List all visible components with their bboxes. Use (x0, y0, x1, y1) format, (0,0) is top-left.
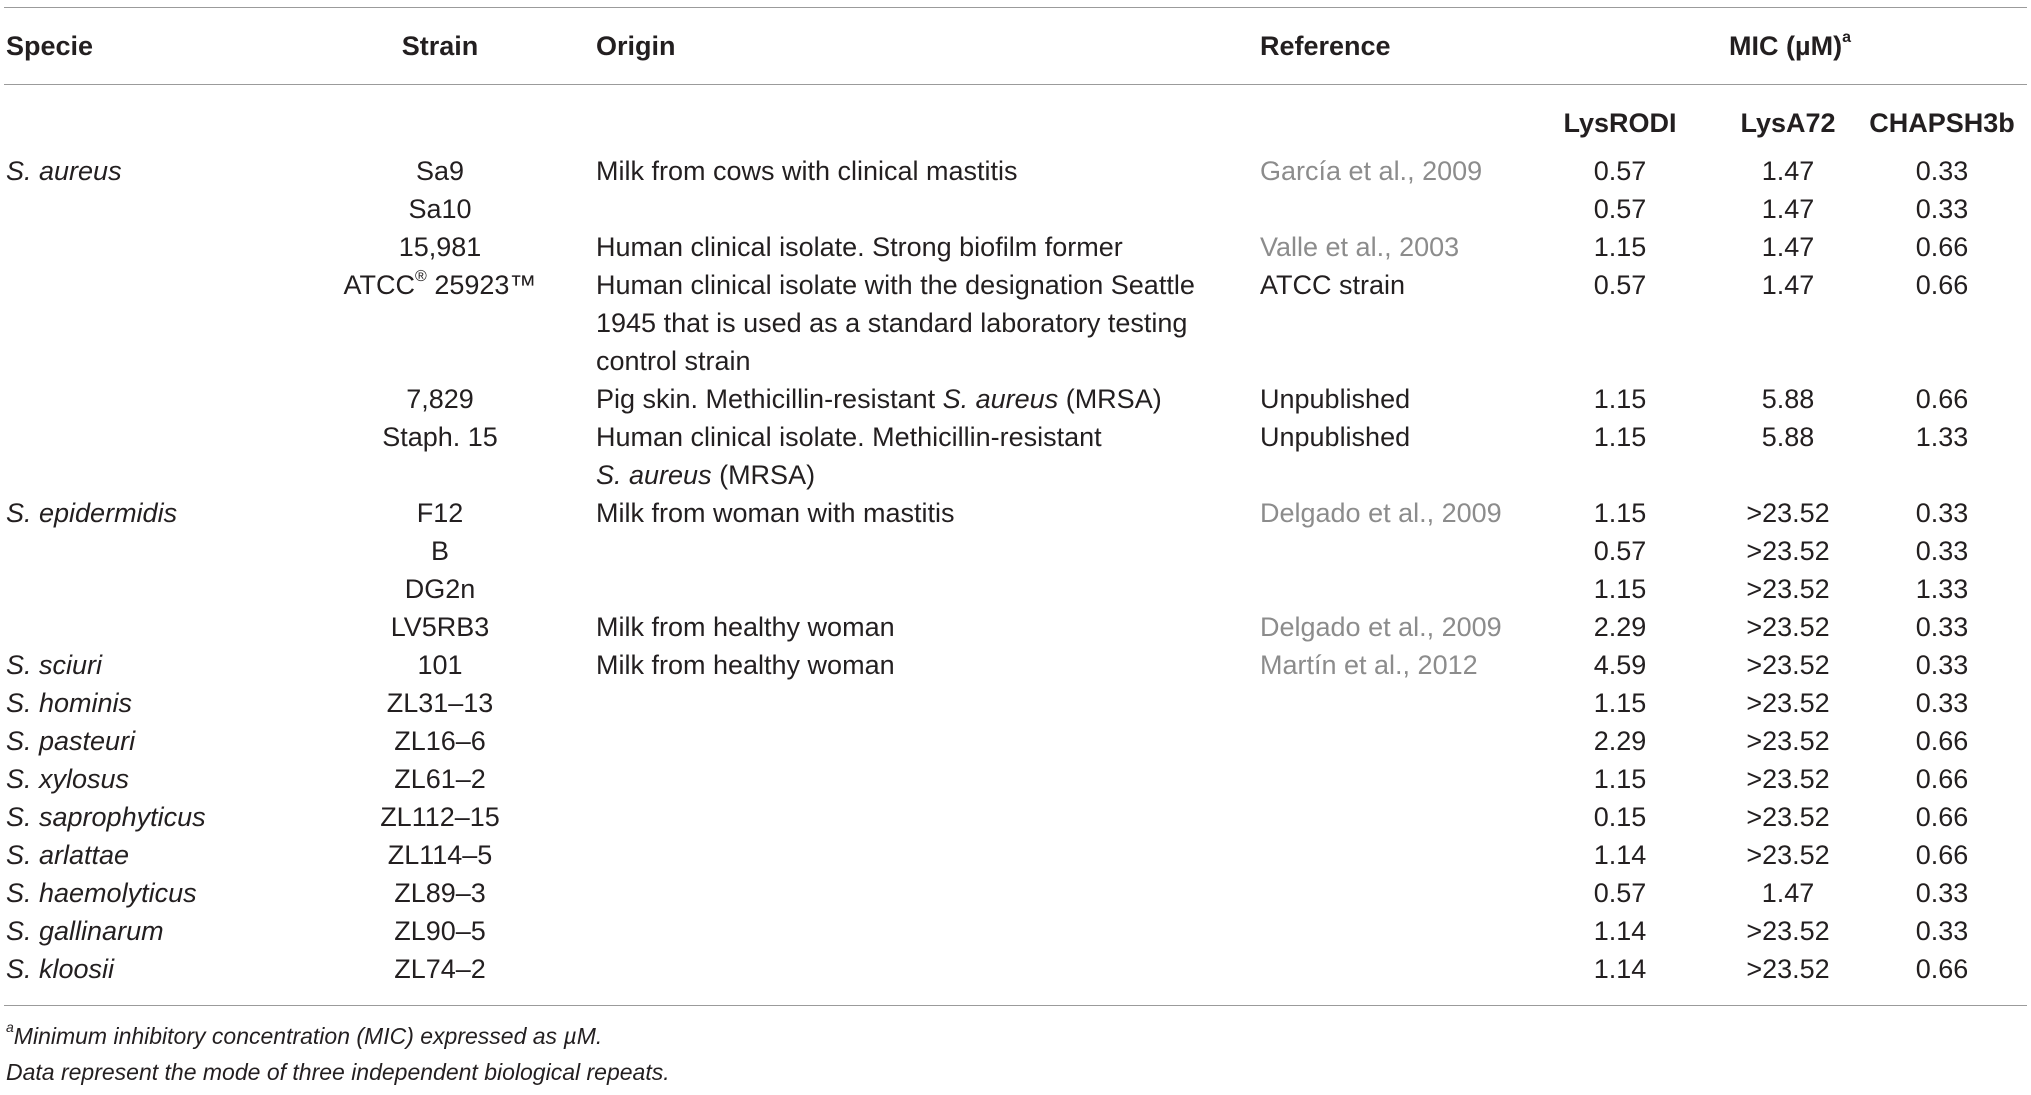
row-origin: Milk from healthy woman (596, 612, 895, 642)
row-strain-name: ATCC (343, 270, 416, 300)
row-origin-line (596, 456, 815, 494)
header-chapsh3b: CHAPSH3b (1869, 108, 2015, 138)
row-strain: ZL112–15 (380, 802, 500, 832)
row-origin-species: S. aureus (596, 460, 712, 490)
row-lysrodi: 1.15 (1593, 422, 1647, 452)
row-origin-text: Pig skin. Methicillin-resistant (596, 384, 943, 414)
row-strain: ZL90–5 (394, 916, 486, 946)
row-species: S. sciuri (6, 650, 103, 680)
row-lysa72: >23.52 (1746, 916, 1830, 946)
row-species: S. pasteuri (6, 726, 136, 756)
row-lysa72: >23.52 (1746, 726, 1830, 756)
row-species: S. aureus (6, 156, 122, 186)
row-origin: Human clinical isolate. Strong biofilm former (596, 232, 1123, 262)
table-bottom-rule (4, 1005, 2027, 1006)
row-reference-link[interactable]: García et al., 2009 (1260, 156, 1483, 186)
row-species: S. saprophyticus (6, 802, 206, 832)
footnote-mic (6, 1020, 602, 1052)
row-chapsh3b: 0.33 (1915, 612, 1969, 642)
header-lysrodi: LysRODI (1563, 108, 1677, 138)
row-strain: 7,829 (406, 384, 474, 414)
row-chapsh3b: 0.33 (1915, 156, 1969, 186)
row-strain-number: 25923™ (426, 270, 537, 300)
row-chapsh3b: 0.33 (1915, 916, 1969, 946)
footnote-mark: a (6, 1019, 14, 1036)
row-lysrodi: 0.57 (1593, 536, 1647, 566)
row-lysa72: >23.52 (1746, 536, 1830, 566)
row-strain: ZL74–2 (394, 954, 486, 984)
row-strain: ZL114–5 (387, 840, 493, 870)
row-chapsh3b: 0.33 (1915, 878, 1969, 908)
row-lysa72: 1.47 (1761, 232, 1815, 262)
header-mic-footnote-mark: a (1842, 29, 1851, 46)
row-lysa72: 5.88 (1761, 384, 1815, 414)
row-species: S. kloosii (6, 954, 115, 984)
row-origin-species: S. aureus (942, 384, 1059, 414)
row-strain: Sa9 (415, 156, 465, 186)
row-chapsh3b: 1.33 (1915, 422, 1969, 452)
row-chapsh3b: 0.66 (1915, 384, 1969, 414)
row-lysrodi: 0.57 (1593, 156, 1647, 186)
row-lysa72: >23.52 (1746, 688, 1830, 718)
row-lysrodi: 0.57 (1593, 194, 1647, 224)
row-strain: 15,981 (398, 232, 482, 262)
header-species: Specie (6, 31, 94, 61)
footnote-mic-text: Minimum inhibitory concentration (MIC) expressed as µM. (13, 1023, 603, 1049)
header-mic (1690, 27, 1890, 65)
row-lysa72: 5.88 (1761, 422, 1815, 452)
row-origin (596, 380, 1162, 418)
row-strain: 101 (417, 650, 463, 680)
row-lysrodi: 1.15 (1593, 498, 1647, 528)
table-top-rule (4, 7, 2027, 8)
row-lysa72: 1.47 (1761, 156, 1815, 186)
row-reference: ATCC strain (1260, 270, 1406, 300)
row-chapsh3b: 0.66 (1915, 232, 1969, 262)
registered-mark: ® (415, 268, 427, 285)
row-strain: Staph. 15 (382, 422, 498, 452)
row-strain: ZL31–13 (386, 688, 494, 718)
row-origin: Milk from cows with clinical mastitis (596, 156, 1018, 186)
header-reference: Reference (1260, 31, 1391, 61)
row-chapsh3b: 0.33 (1915, 498, 1969, 528)
row-chapsh3b: 0.66 (1915, 270, 1969, 300)
row-lysrodi: 0.57 (1593, 270, 1647, 300)
row-reference-link[interactable]: Delgado et al., 2009 (1260, 498, 1502, 528)
row-reference-link[interactable]: Martín et al., 2012 (1260, 650, 1478, 680)
row-species: S. xylosus (6, 764, 130, 794)
row-species: S. hominis (6, 688, 133, 718)
row-strain (318, 266, 562, 304)
row-chapsh3b: 0.66 (1915, 840, 1969, 870)
row-strain: ZL89–3 (394, 878, 486, 908)
row-chapsh3b: 0.33 (1915, 194, 1969, 224)
row-reference: Unpublished (1260, 384, 1411, 414)
row-lysrodi: 1.15 (1593, 384, 1647, 414)
header-mic-label: MIC (µM) (1729, 31, 1843, 61)
row-chapsh3b: 0.66 (1915, 802, 1969, 832)
row-strain: ZL61–2 (394, 764, 486, 794)
row-strain: DG2n (404, 574, 476, 604)
row-origin-line: Human clinical isolate with the designation Seattle (596, 270, 1195, 300)
row-reference-link[interactable]: Valle et al., 2003 (1260, 232, 1460, 262)
row-lysa72: 1.47 (1761, 194, 1815, 224)
row-lysa72: >23.52 (1746, 650, 1830, 680)
row-chapsh3b: 0.33 (1915, 650, 1969, 680)
row-strain: Sa10 (408, 194, 472, 224)
row-lysa72: >23.52 (1746, 802, 1830, 832)
header-lysa72: LysA72 (1740, 108, 1836, 138)
row-lysa72: >23.52 (1746, 840, 1830, 870)
row-strain: F12 (416, 498, 464, 528)
row-origin-line: 1945 that is used as a standard laboratory testing (596, 308, 1188, 338)
row-lysrodi: 1.15 (1593, 764, 1647, 794)
row-lysrodi: 1.15 (1593, 574, 1647, 604)
row-strain: LV5RB3 (390, 612, 490, 642)
row-strain: B (430, 536, 449, 566)
footnote-repeats: Data represent the mode of three independent biological repeats. (6, 1059, 670, 1085)
row-lysrodi: 1.15 (1593, 688, 1647, 718)
header-origin: Origin (596, 31, 676, 61)
row-origin-line: Human clinical isolate. Methicillin-resistant (596, 422, 1102, 452)
row-origin-text: (MRSA) (711, 460, 816, 490)
row-lysa72: 1.47 (1761, 878, 1815, 908)
row-lysrodi: 1.14 (1593, 840, 1647, 870)
row-lysrodi: 1.15 (1593, 232, 1647, 262)
row-lysrodi: 2.29 (1593, 612, 1647, 642)
header-rule (4, 84, 2027, 85)
row-chapsh3b: 1.33 (1915, 574, 1969, 604)
row-lysrodi: 0.57 (1593, 878, 1647, 908)
row-origin: Milk from woman with mastitis (596, 498, 955, 528)
row-lysrodi: 4.59 (1593, 650, 1647, 680)
row-chapsh3b: 0.66 (1915, 954, 1969, 984)
row-lysrodi: 2.29 (1593, 726, 1647, 756)
row-lysa72: >23.52 (1746, 954, 1830, 984)
row-strain: ZL16–6 (394, 726, 486, 756)
row-species: S. gallinarum (6, 916, 164, 946)
row-species: S. epidermidis (6, 498, 178, 528)
row-species: S. haemolyticus (6, 878, 197, 908)
row-lysrodi: 1.14 (1593, 954, 1647, 984)
row-chapsh3b: 0.66 (1915, 726, 1969, 756)
row-chapsh3b: 0.66 (1915, 764, 1969, 794)
row-lysrodi: 1.14 (1593, 916, 1647, 946)
row-species: S. arlattae (6, 840, 130, 870)
header-strain: Strain (401, 31, 479, 61)
row-chapsh3b: 0.33 (1915, 536, 1969, 566)
row-origin: Milk from healthy woman (596, 650, 895, 680)
row-reference-link[interactable]: Delgado et al., 2009 (1260, 612, 1502, 642)
row-chapsh3b: 0.33 (1915, 688, 1969, 718)
row-origin-line: control strain (596, 346, 751, 376)
row-reference: Unpublished (1260, 422, 1411, 452)
row-lysa72: >23.52 (1746, 612, 1830, 642)
row-lysrodi: 0.15 (1593, 802, 1647, 832)
row-origin-text: (MRSA) (1058, 384, 1162, 414)
row-lysa72: >23.52 (1746, 498, 1830, 528)
row-lysa72: 1.47 (1761, 270, 1815, 300)
row-lysa72: >23.52 (1746, 574, 1830, 604)
row-lysa72: >23.52 (1746, 764, 1830, 794)
